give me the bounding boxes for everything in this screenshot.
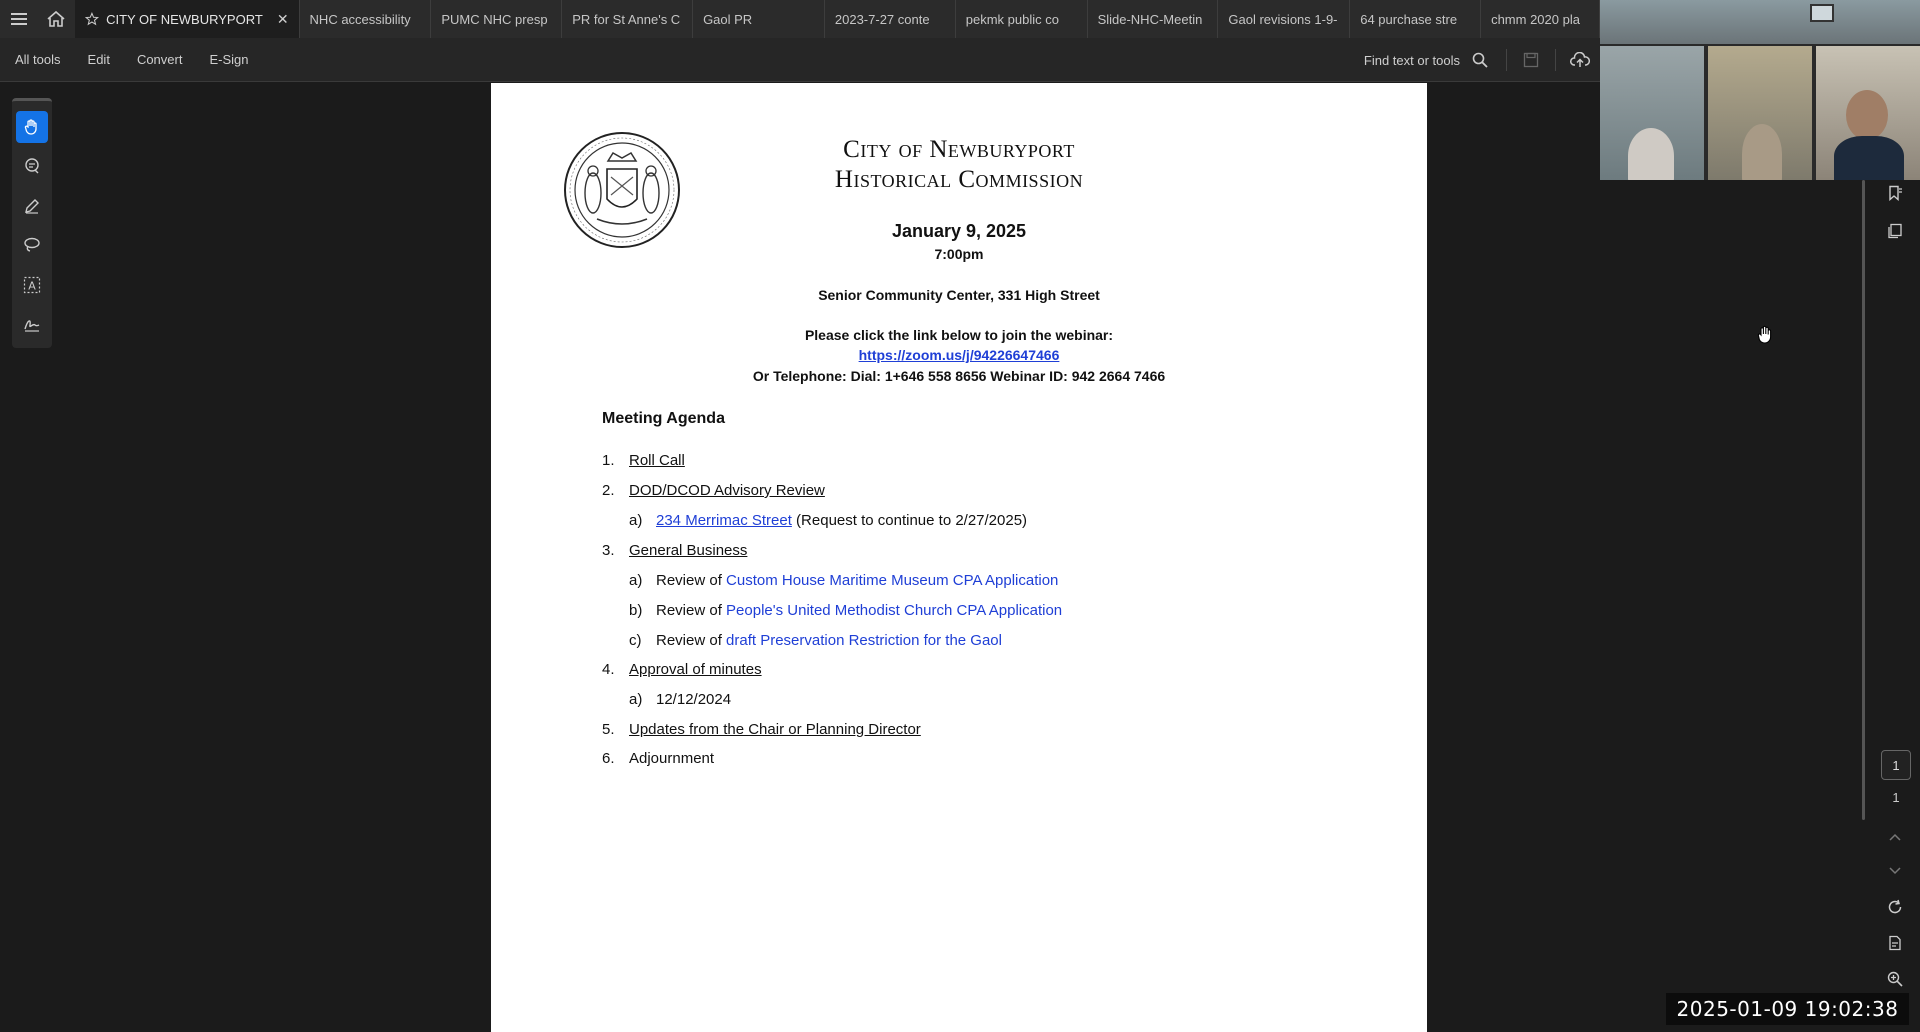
tab-label: CITY OF NEWBURYPORT (106, 11, 263, 27)
participant-figure (1846, 90, 1888, 140)
meeting-location: Senior Community Center, 331 High Street (818, 287, 1100, 303)
item-note: (Request to continue to 2/27/2025) (791, 512, 1028, 529)
item-number: 4. (602, 661, 615, 678)
tab-city-of-newburyport[interactable] (75, 0, 299, 38)
item-label: Approval of minutes (629, 661, 762, 678)
agenda-item-dod-review (602, 482, 825, 499)
save-button[interactable] (1511, 38, 1551, 82)
tab-label: chmm 2020 pla (1491, 11, 1580, 27)
item-number: 5. (602, 721, 615, 738)
item-number: a) (629, 512, 643, 529)
tab-chmm-2020[interactable] (1481, 0, 1600, 38)
agenda-item-minutes (602, 661, 762, 678)
video-conference-strip (1600, 0, 1920, 180)
panel-scrollbar[interactable] (1862, 180, 1865, 820)
agenda-subitem-merrimac (629, 512, 1027, 529)
star-icon[interactable] (85, 11, 99, 27)
gaol-restriction-link[interactable]: draft Preservation Restriction for the Gaol (726, 632, 1002, 649)
hand-icon (23, 118, 41, 136)
webinar-prompt: Please click the link below to join the webinar: (804, 327, 1114, 343)
telephone-info: Or Telephone: Dial: 1+646 558 8656 Webinar ID: 942 2664 7466 (752, 368, 1166, 384)
comment-tool-button[interactable] (16, 151, 48, 183)
save-icon (1523, 52, 1539, 68)
tab-label: NHC accessibility (309, 11, 411, 27)
page-display-button[interactable] (1880, 928, 1910, 958)
menu-all-tools[interactable]: All tools (15, 52, 61, 67)
pages-button[interactable] (1880, 216, 1910, 246)
tab-label: Gaol revisions 1-9- (1228, 11, 1338, 27)
tab-pr-st-annes[interactable] (562, 0, 693, 38)
participant-figure (1628, 128, 1674, 180)
agenda-item-roll-call (602, 452, 685, 469)
refresh-icon (1887, 899, 1903, 915)
item-label: Adjournment (629, 750, 715, 767)
current-page-input[interactable]: 1 (1881, 750, 1911, 780)
agenda-item-general-business (602, 542, 747, 559)
item-label: General Business (629, 542, 748, 559)
video-tile-participant-2 (1708, 46, 1812, 180)
room-screen (1810, 4, 1834, 22)
agenda-title: Meeting Agenda (602, 410, 725, 427)
item-label: Updates from the Chair or Planning Director (629, 721, 921, 738)
tab-slide-nhc-meeting[interactable] (1088, 0, 1219, 38)
tab-gaol-pr[interactable] (693, 0, 825, 38)
tab-label: PR for St Anne's C (572, 11, 681, 27)
tab-label: 2023-7-27 conte (834, 11, 930, 27)
merrimac-street-link[interactable]: 234 Merrimac Street (656, 512, 792, 529)
tab-label: Gaol PR (703, 11, 753, 27)
bookmarks-button[interactable] (1880, 178, 1910, 208)
hamburger-menu-button[interactable] (0, 0, 38, 38)
participant-figure (1742, 124, 1782, 180)
search-button[interactable] (1468, 38, 1492, 82)
video-tile-participant-1 (1600, 46, 1704, 180)
search-icon (1472, 52, 1488, 68)
home-icon (46, 10, 66, 28)
video-tile-room (1600, 0, 1920, 44)
text-box-icon (23, 276, 41, 294)
tab-label: pekmk public co (965, 11, 1059, 27)
upload-button[interactable] (1560, 38, 1600, 82)
agenda-subitem-minutes-date (629, 691, 731, 708)
copy-pages-icon (1887, 223, 1903, 239)
tab-nhc-accessibility[interactable] (300, 0, 432, 38)
bookmark-icon (1887, 185, 1903, 201)
tab-2023-conte[interactable] (825, 0, 956, 38)
item-prefix: Review of (656, 572, 727, 589)
tab-pumc-nhc[interactable] (431, 0, 562, 38)
document-icon (1887, 935, 1903, 951)
tab-bar (0, 0, 1600, 38)
signature-icon (23, 315, 41, 333)
item-number: 2. (602, 482, 615, 499)
item-number: b) (629, 602, 643, 619)
main-toolbar (0, 38, 1600, 82)
recording-timestamp: 2025-01-09 19:02:38 (1666, 993, 1909, 1025)
next-page-button[interactable] (1880, 856, 1910, 886)
toolbar-divider (1506, 49, 1507, 71)
tab-label: 64 purchase stre (1360, 11, 1458, 27)
sign-tool-button[interactable] (16, 309, 48, 341)
meeting-time: 7:00pm (934, 246, 984, 262)
pdf-page (491, 83, 1427, 1032)
pencil-icon (23, 197, 41, 215)
tab-label: Slide-NHC-Meetin (1097, 11, 1203, 27)
home-button[interactable] (38, 0, 76, 38)
toolbar-divider (1555, 49, 1556, 71)
item-number: a) (629, 572, 643, 589)
doc-title-commission: Historical Commission (834, 166, 1084, 193)
tab-gaol-revisions[interactable] (1218, 0, 1350, 38)
menu-convert[interactable]: Convert (136, 52, 183, 67)
hamburger-icon (11, 12, 27, 26)
item-number: a) (629, 691, 643, 708)
item-prefix: Review of (656, 632, 727, 649)
video-tile-participant-3 (1816, 46, 1920, 180)
chevron-down-icon (1888, 866, 1902, 876)
freehand-tool-button[interactable] (16, 230, 48, 262)
item-number: c) (629, 632, 642, 649)
svg-text:A: A (28, 279, 36, 293)
comment-icon (23, 157, 41, 175)
participant-figure (1834, 136, 1904, 180)
agenda-item-updates (602, 721, 921, 738)
tab-64-purchase[interactable] (1350, 0, 1481, 38)
agenda-subitem-gaol (629, 632, 1002, 649)
toolbar-right (1364, 38, 1600, 82)
item-number: 6. (602, 750, 615, 767)
hand-cursor-icon (1756, 324, 1776, 346)
custom-house-link[interactable]: Custom House Maritime Museum CPA Application (726, 572, 1059, 589)
item-number: 1. (602, 452, 615, 469)
item-label: Roll Call (629, 452, 685, 469)
agenda-subitem-peoples-church (629, 602, 1062, 619)
hand-tool-button[interactable] (16, 111, 48, 143)
close-icon[interactable]: ✕ (276, 10, 289, 27)
tab-pekmk-public[interactable] (956, 0, 1088, 38)
item-label: 12/12/2024 (656, 691, 732, 708)
cloud-upload-icon (1570, 52, 1590, 68)
menu-e-sign[interactable]: E-Sign (209, 52, 249, 67)
agenda-subitem-custom-house (629, 572, 1058, 589)
item-number: 3. (602, 542, 615, 559)
zoom-webinar-link[interactable]: https://zoom.us/j/94226647466 (858, 347, 1060, 363)
menu-edit[interactable]: Edit (87, 52, 110, 67)
chevron-up-icon (1888, 832, 1902, 842)
find-text-or-tools[interactable]: Find text or tools (1363, 52, 1460, 68)
quick-tools-rail (12, 98, 52, 348)
total-pages: 1 (1892, 790, 1900, 805)
peoples-church-link[interactable]: People's United Methodist Church CPA Application (726, 602, 1063, 619)
zoom-in-icon (1887, 971, 1903, 987)
text-select-tool-button[interactable] (16, 269, 48, 301)
item-prefix: Review of (656, 602, 727, 619)
refresh-button[interactable] (1880, 892, 1910, 922)
lasso-icon (23, 236, 41, 254)
agenda-item-adjournment (602, 750, 714, 767)
doc-title-city: City of Newburyport (843, 136, 1075, 163)
item-label: DOD/DCOD Advisory Review (629, 482, 825, 499)
draw-tool-button[interactable] (16, 190, 48, 222)
meeting-date: January 9, 2025 (891, 221, 1027, 241)
zoom-in-button[interactable] (1880, 964, 1910, 994)
tab-label: PUMC NHC presp (441, 11, 548, 27)
previous-page-button[interactable] (1880, 822, 1910, 852)
